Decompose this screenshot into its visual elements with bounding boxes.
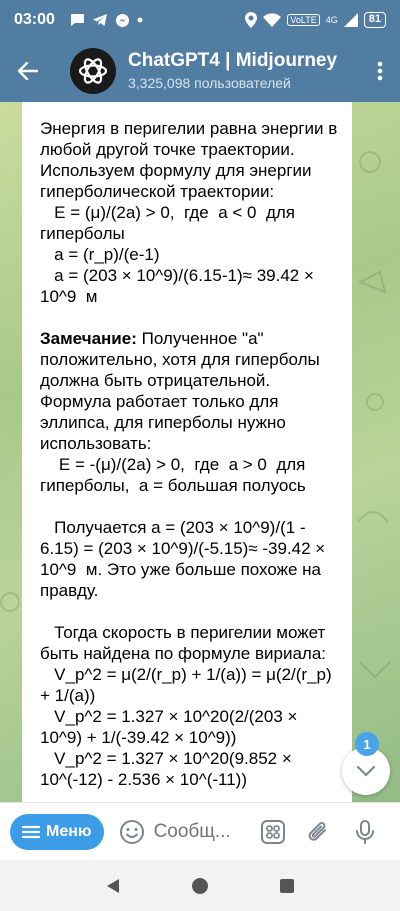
msg-a-formula-1: a = (r_p)/(e-1) [40,245,160,264]
bot-commands-button[interactable] [256,815,290,849]
more-vertical-icon [377,61,383,81]
bot-menu-button[interactable] [10,814,104,850]
unread-badge: 1 [355,732,379,756]
msg-energy-formula-2: E = -(μ)/(2a) > 0, где a > 0 для гиперболы, a = большая полуось [40,455,311,495]
chat-header [0,40,400,102]
msg-a-formula-2: a = (203 × 10^9)/(6.15-1)≈ 39.42 × 10^9 м [40,266,319,306]
menu-label: Меню [46,822,92,840]
status-time: 03:00 [14,11,55,28]
msg-para4: Тогда скорость в перигелии может быть найдена по формуле вириала: [40,623,331,663]
chat-area[interactable] [0,102,400,802]
msg-energy-formula: E = (μ)/(2a) > 0, где a < 0 для гиперболы [40,203,300,243]
battery-level: 81 [364,12,386,28]
chevron-down-icon [356,765,376,777]
system-nav-bar [0,860,400,911]
back-arrow-icon [18,62,38,80]
more-options-button[interactable] [360,40,400,102]
openai-logo-icon [76,54,110,88]
chat-title: ChatGPT4 | Midjourney [128,50,338,71]
chat-bubble-icon [69,13,85,27]
msg-remark-label: Замечание: [40,329,137,348]
msg-para3: Получается a = (203 × 10^9)/(1 - 6.15) = (203 × 10^9)/(-5.15)≈ -39.42 × 10^9 м. Это уже больше похоже на правду. [40,518,330,600]
status-bar [0,0,400,40]
dot-icon [137,17,143,23]
msg-velocity-1: V_p^2 = μ(2/(r_p) + 1/(a)) = μ(2/(r_p) + 1/(a)) [40,665,337,705]
telegram-icon [92,13,108,27]
messenger-icon [115,13,130,28]
hamburger-icon [22,825,40,839]
msg-para1: Энергия в перигелии равна энергии в любой другой точке траектории. Используем формулу для энергии гиперболической траектории: [40,119,343,201]
attach-button[interactable] [302,815,336,849]
message-bubble[interactable] [22,102,352,802]
channel-avatar[interactable] [70,48,116,94]
input-bar [0,802,400,860]
microphone-icon [355,819,375,845]
nav-home-icon[interactable] [191,877,209,895]
back-button[interactable] [0,40,56,102]
emoji-button[interactable] [118,818,146,846]
paperclip-icon [307,819,331,845]
voice-button[interactable] [348,815,382,849]
msg-velocity-3: V_p^2 = 1.327 × 10^20(9.852 × 10^(-12) - 2.536 × 10^(-11)) [40,749,297,789]
message-input[interactable] [154,821,244,843]
msg-velocity-2: V_p^2 = 1.327 × 10^20(2/(203 × 10^9) + 1/(-39.42 × 10^9)) [40,707,303,747]
location-icon [245,12,257,28]
wifi-icon [263,13,281,27]
smiley-icon [119,819,145,845]
signal-icon [344,13,358,27]
network-type: 4G [325,15,338,25]
chat-title-block[interactable] [128,49,360,93]
nav-recents-icon[interactable] [278,877,296,895]
msg-remark-text: Полученное "a" положительно, хотя для гиперболы должна быть отрицательной. Формула работает только для эллипса, для гиперболы нужно использовать: [40,329,325,453]
volte-badge: VoLTE [287,14,319,26]
member-count: 3,325,098 пользователей [128,75,291,91]
message-text [40,118,342,790]
grid-icon [260,819,286,845]
nav-back-icon[interactable] [104,877,122,895]
